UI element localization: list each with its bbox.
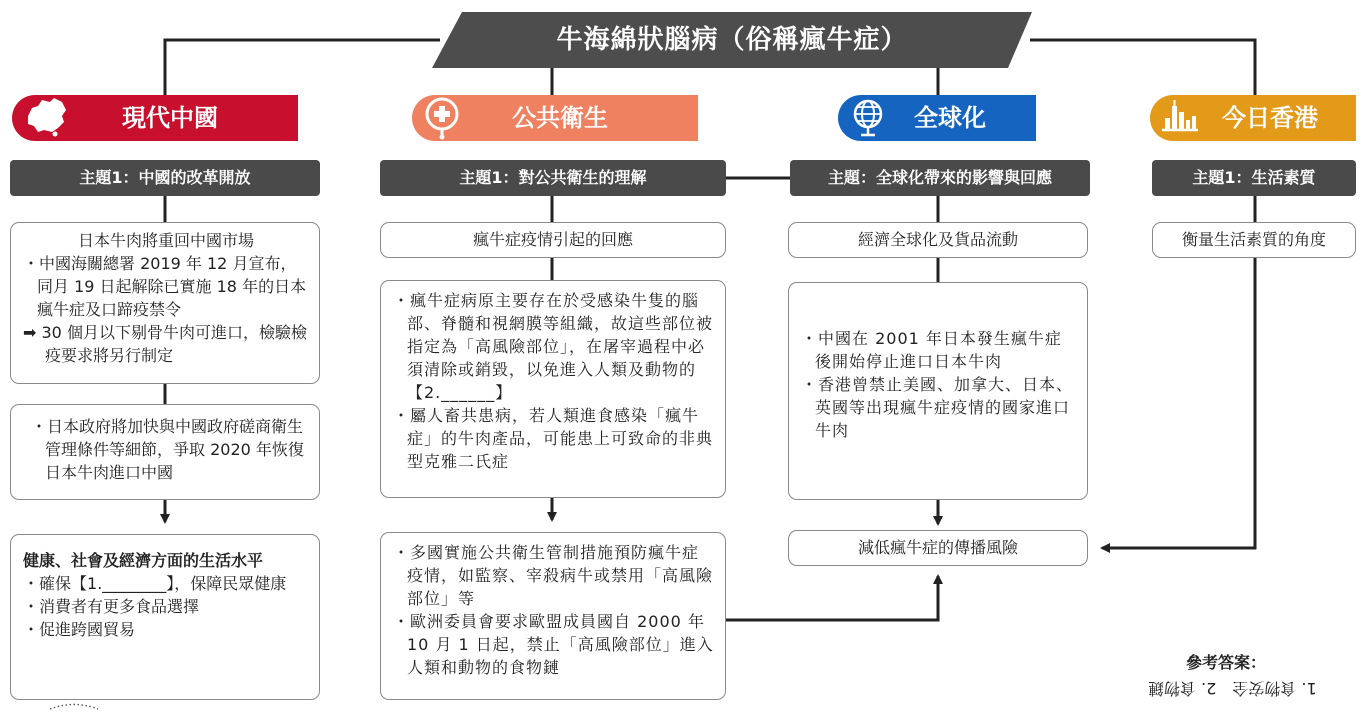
line-title-right bbox=[1030, 40, 1255, 95]
theme-bar-globalization: 主題：全球化帶來的影響與回應 bbox=[790, 160, 1090, 196]
bullet-item: ・中國在 2001 年日本發生瘋牛症後開始停止進口日本牛肉 bbox=[801, 329, 1062, 371]
bullet-item: ・香港曾禁止美國、加拿大、日本、英國等出現瘋牛症疫情的國家進口牛肉 bbox=[801, 375, 1074, 440]
col2-box-pathogen bbox=[380, 280, 726, 498]
china-map-icon bbox=[22, 94, 70, 155]
col3-pill: 經濟全球化及貨品流動 bbox=[788, 222, 1088, 258]
col1-box-japan-beef bbox=[10, 222, 320, 384]
category-globalization bbox=[838, 95, 1036, 141]
title-banner bbox=[432, 12, 1032, 72]
box-heading: 健康、社會及經濟方面的生活水平 bbox=[23, 551, 264, 570]
bullet-item: ・瘋牛症病原主要存在於受感染牛隻的腦部、脊髓和視網膜等組織，故這些部位被指定為「高風險部位」，在屠宰過程中必須清除或銷毀，以免進入人類及動物的【2.______】 bbox=[393, 291, 714, 402]
col3-box-import-ban bbox=[788, 282, 1088, 500]
category-label: 現代中國 bbox=[122, 104, 218, 132]
category-label: 今日香港 bbox=[1222, 104, 1318, 132]
col2-pill: 瘋牛症疫情引起的回應 bbox=[380, 222, 726, 258]
col3-result-box: 減低瘋牛症的傳播風險 bbox=[788, 530, 1088, 566]
theme-bar-public-health: 主題1：對公共衛生的理解 bbox=[380, 160, 726, 196]
col2-box-measures bbox=[380, 532, 726, 700]
category-label: 公共衛生 bbox=[512, 104, 608, 132]
theme-bar-china: 主題1：中國的改革開放 bbox=[10, 160, 320, 196]
category-modern-china bbox=[12, 95, 298, 141]
bullet-item: ・屬人畜共患病，若人類進食感染「瘋牛症」的牛肉產品，可能患上可致命的非典型克雅二氏症 bbox=[393, 406, 714, 471]
hongkong-skyline-icon bbox=[1156, 94, 1204, 155]
bullet-item: ・歐洲委員會要求歐盟成員國自 2000 年 10 月 1 日起，禁止「高風險部位」進入人類和動物的食物鏈 bbox=[393, 612, 714, 677]
col4-pill: 衡量生活素質的角度 bbox=[1152, 222, 1356, 258]
box-heading: 日本牛肉將重回中國市場 bbox=[77, 231, 254, 250]
line-title-left bbox=[165, 40, 440, 95]
arrow-col2-to-result bbox=[726, 576, 938, 620]
page-title: 牛海綿狀腦病（俗稱瘋牛症） bbox=[556, 25, 908, 55]
category-hong-kong bbox=[1150, 95, 1356, 141]
bullet-item: ・促進跨國貿易 bbox=[23, 620, 136, 639]
col1-box-japan-gov bbox=[10, 404, 320, 500]
decorative-dots bbox=[48, 702, 100, 710]
arrow-col4-to-result bbox=[1102, 258, 1255, 548]
answer-title: 參考答案： bbox=[1186, 653, 1267, 672]
bullet-item: ・多國實施公共衛生管制措施預防瘋牛症疫情，如監察、宰殺病牛或禁用「高風險部位」等 bbox=[393, 543, 714, 608]
theme-bar-quality-of-life: 主題1：生活素質 bbox=[1152, 160, 1356, 196]
bullet-item: ・日本政府將加快與中國政府磋商衛生管理條件等細節，爭取 2020 年恢復日本牛肉進口中國 bbox=[31, 417, 304, 482]
arrow-item: ➡ 30 個月以下剔骨牛肉可進口，檢驗檢疫要求將另行制定 bbox=[23, 323, 307, 365]
arrow-right-icon: ➡ bbox=[23, 323, 37, 342]
bullet-item: ・中國海關總署 2019 年 12 月宣布，同月 19 日起解除已實施 18 年的日本瘋牛症及口蹄疫禁令 bbox=[23, 254, 307, 319]
globe-icon bbox=[844, 94, 892, 155]
stethoscope-icon bbox=[418, 94, 466, 155]
bullet-item: ・消費者有更多食品選擇 bbox=[23, 597, 200, 616]
answer-text-upside-down: 1. 食物安全 2. 食物鏈 bbox=[1148, 679, 1317, 698]
category-label: 全球化 bbox=[914, 104, 986, 132]
bullet-item: ・確保【1.________】，保障民眾健康 bbox=[23, 574, 287, 593]
col1-box-living-standard bbox=[10, 534, 320, 700]
category-public-health bbox=[412, 95, 698, 141]
